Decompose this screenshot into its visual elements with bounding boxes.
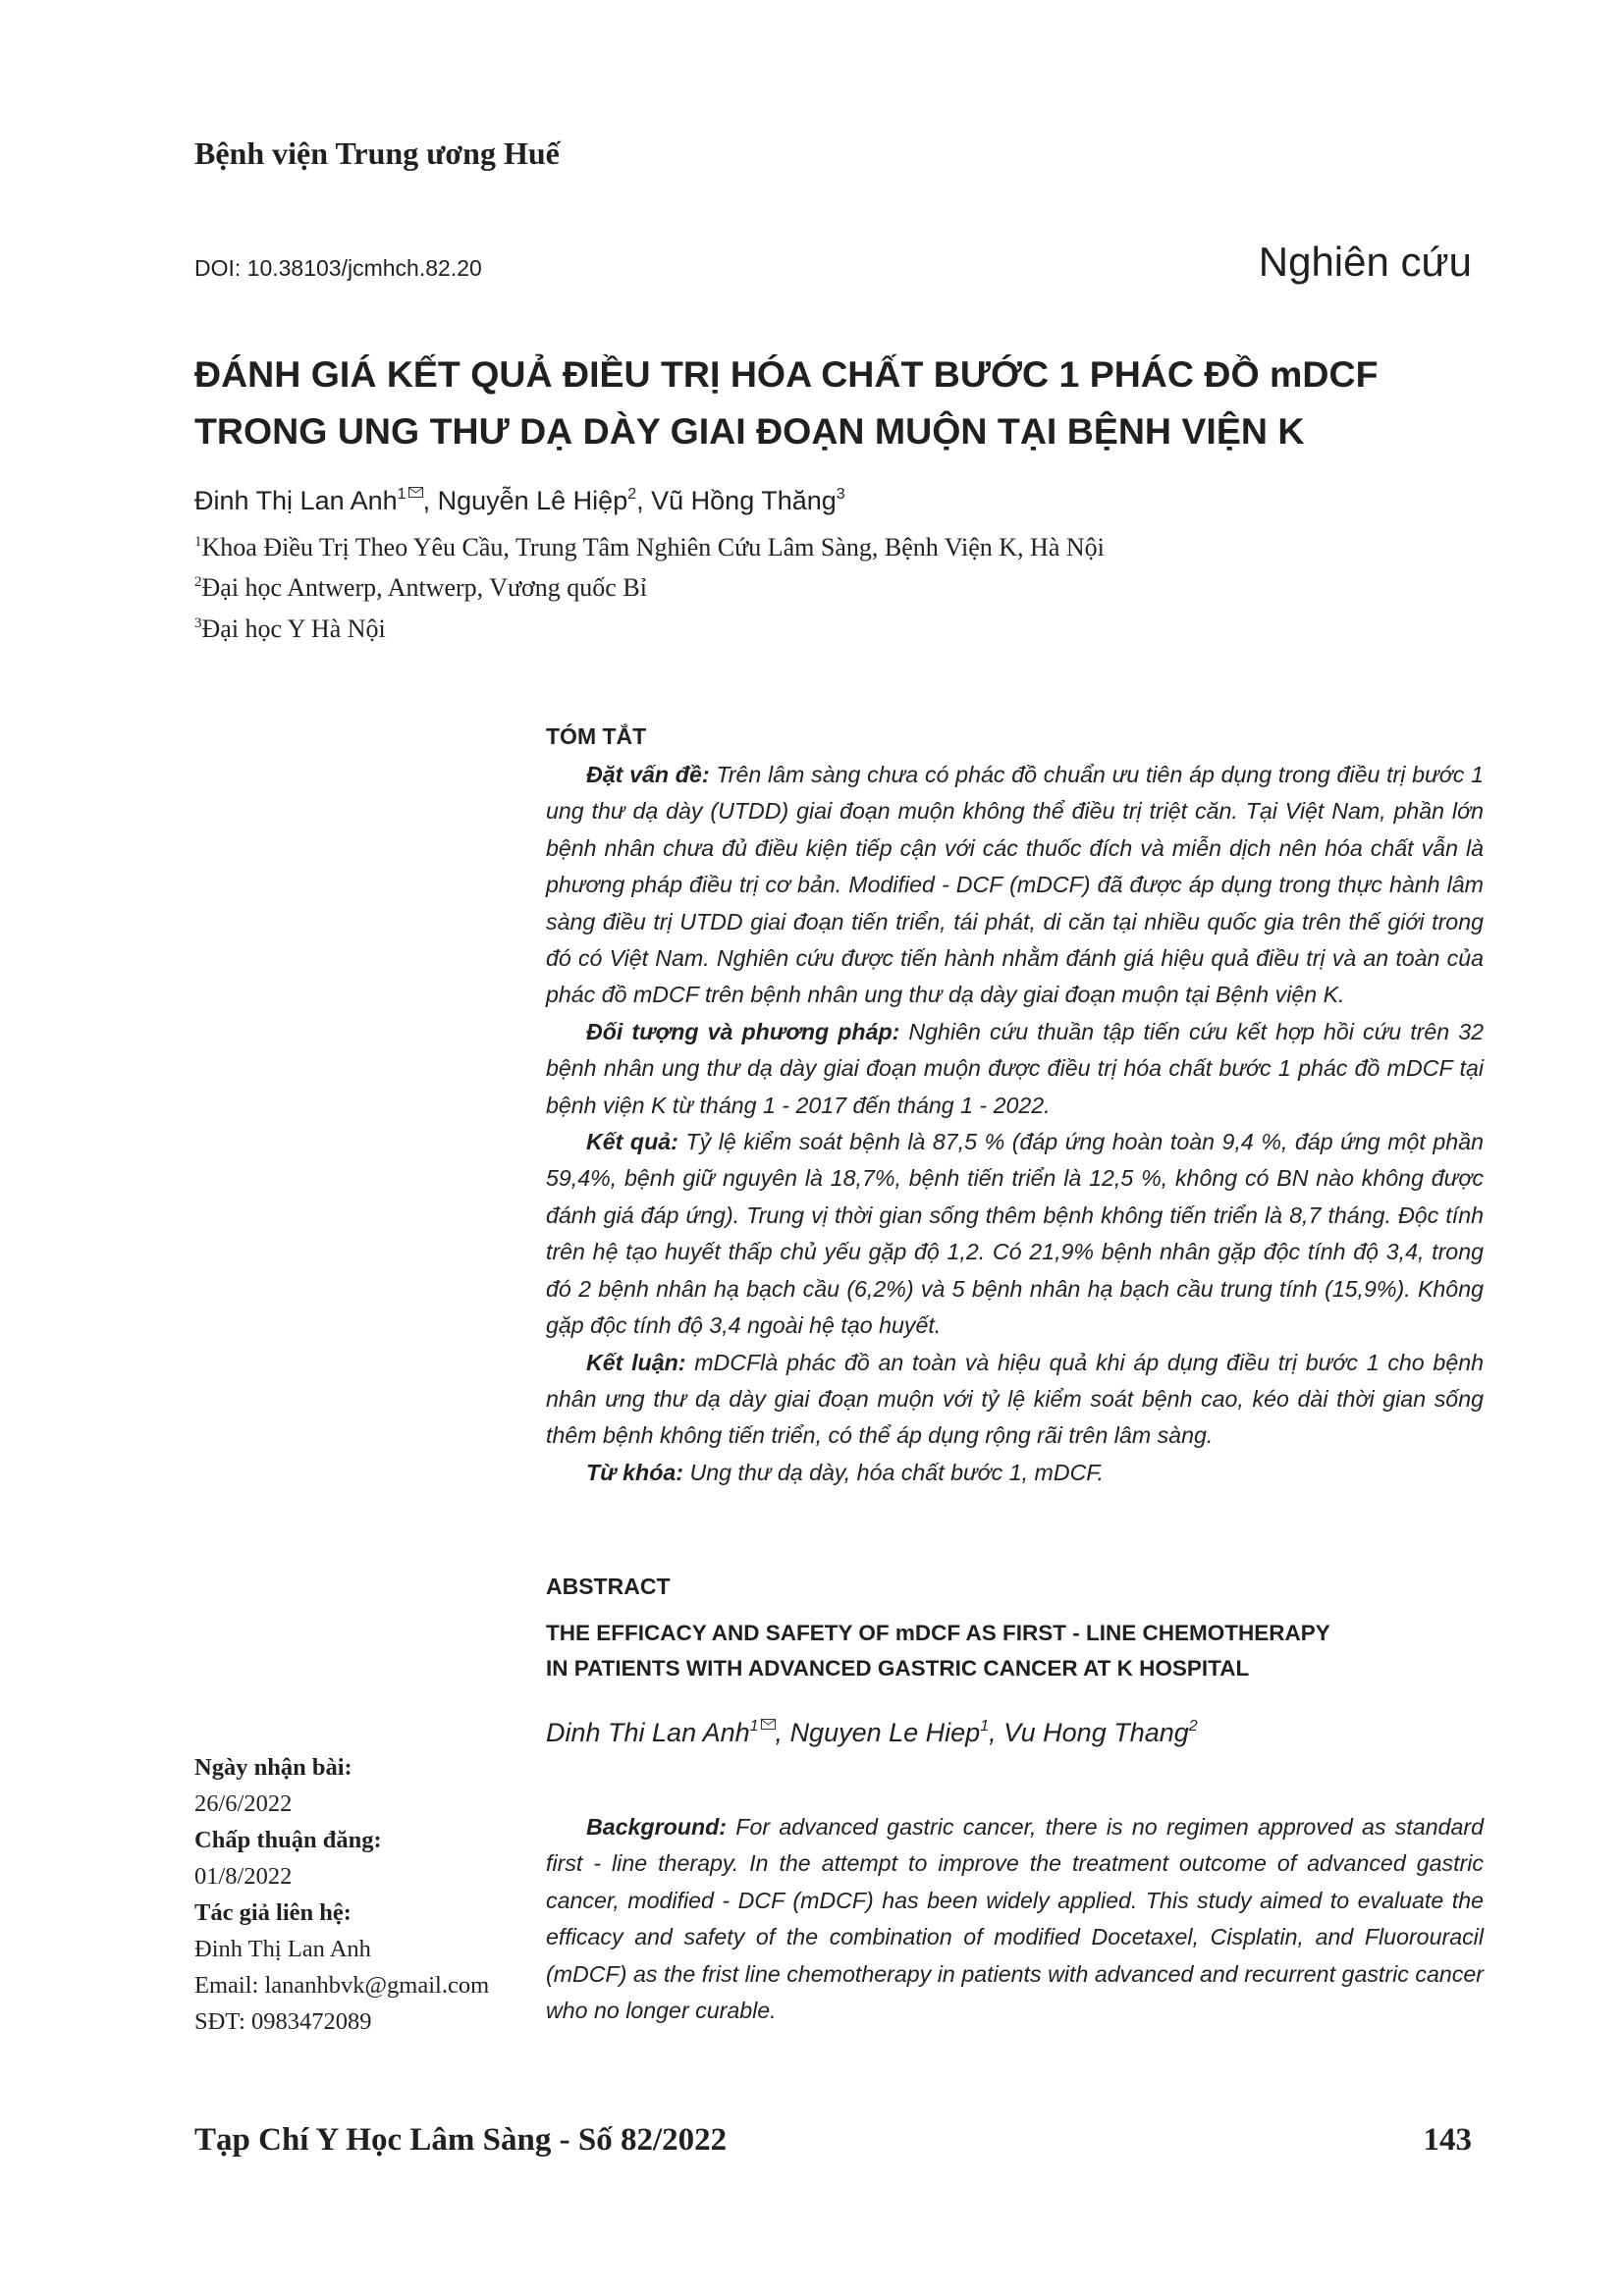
tomtat-paragraph: Kết luận: mDCFlà phác đồ an toàn và hiệu quả khi áp dụng điều trị bước 1 cho bệnh nhân ưng thư dạ dày giai đoạn muộn với tỷ lệ kiểm soát bệnh cao, kéo dài thời gian sống thêm bệnh không tiến triển, có thể áp dụng rộng rãi trên lâm sàng. [546,1349,1485,1449]
author-name: Vu Hong Thang [1003,1718,1189,1747]
tomtat-paragraph: Đặt vấn đề: Trên lâm sàng chưa có phác đồ chuẩn ưu tiên áp dụng trong điều trị bước 1 ung thư dạ dày (UTDD) giai đoạn muộn không thể điều trị triệt căn. Tại Việt Nam, phần lớn bệnh nhân chưa đủ điều kiện tiếp cận với các thuốc đích và miễn dịch nên hóa chất vẫn là phương pháp điều trị cơ bản. Modified - DCF (mDCF) đã được áp dụng trong thực hành lâm sàng điều trị UTDD giai đoạn tiến triển, tái phát, di căn tại nhiều quốc gia trên thế giới trong đó có Việt Nam. Nghiên cứu được tiến hành nhằm đánh giá hiệu quả điều trị và an toàn của phác đồ mDCF trên bệnh nhân ung thư dạ dày giai đoạn muộn tại Bệnh viện K. [546,762,1484,1008]
envelope-icon [408,487,423,498]
article-title [194,346,1490,459]
author-name: Nguyễn Lê Hiệp [437,486,628,515]
tomtat-paragraph: Đối tượng và phương pháp: Nghiên cứu thuần tập tiến cứu kết hợp hồi cứu trên 32 bệnh nhân ung thư dạ dày giai đoạn muộn được điều trị hóa chất bước 1 phác đồ mDCF tại bệnh viện K từ tháng 1 - 2017 đến tháng 1 - 2022. [546,1018,1484,1118]
english-author-list: Dinh Thi Lan Anh$^1$ , Nguyen Le Hiep$^1$, Vu Hong Thang$^2$ [546,1718,1198,1747]
author-affil-num: 2 [627,486,637,503]
tomtat-heading: TÓM TẮT [546,723,647,749]
author-affil-num: 1 [397,486,406,503]
affiliation: $^3$Đại học Y Hà Nội [194,614,386,643]
doi: DOI: 10.38103/jcmhch.82.20 [194,255,482,281]
received-date: 26/6/2022 [194,1790,293,1817]
envelope-icon [761,1719,776,1730]
tomtat-body [546,757,1484,1491]
author-affil-num: 3 [836,486,845,503]
tomtat-paragraph: Kết quả: Tỷ lệ kiểm soát bệnh là 87,5 % (đáp ứng hoàn toàn 9,4 %, đáp ứng một phần 59,4%, bệnh giữ nguyên là 18,7%, bệnh tiến triển là 12,5 %, không có BN nào không được đánh giá đáp ứng). Trung vị thời gian sống thêm bệnh không tiến triển là 8,7 tháng. Độc tính trên hệ tạo huyết thấp chủ yếu gặp độ 1,2. Có 21,9% bệnh nhân gặp độc tính độ 3,4, trong đó 2 bệnh nhân hạ bạch cầu (6,2%) và 5 bệnh nhân hạ bạch cầu trung tính (15,9%). Không gặp độc tính độ 3,4 ngoài hệ tạo huyết. [546,1129,1484,1339]
article-info-sidebar [194,1749,489,2040]
title-line-1: ĐÁNH GIÁ KẾT QUẢ ĐIỀU TRỊ HÓA CHẤT BƯỚC 1 PHÁC ĐỒ mDCF [194,353,1379,395]
page-number: 143 [1423,2122,1472,2158]
english-title: THE EFFICACY AND SAFETY OF mDCF AS FIRST - LINE CHEMOTHERAPY IN PATIENTS WITH ADVANCED GASTRIC CANCER AT K HOSPITAL [546,1621,1330,1681]
contact-phone: SĐT: 0983472089 [194,2008,372,2035]
author-name: Vũ Hồng Thăng [651,486,837,515]
abstract-body [546,1809,1484,2029]
received-label: Ngày nhận bài: [194,1754,352,1781]
accepted-label: Chấp thuận đăng: [194,1827,382,1853]
contact-label: Tác giả liên hệ: [194,1899,352,1926]
author-name: Dinh Thi Lan Anh [546,1718,750,1747]
contact-name: Đinh Thị Lan Anh [194,1936,371,1962]
abstract-heading: ABSTRACT [546,1574,671,1599]
article-category: Nghiên cứu [1258,239,1472,285]
running-header: Bệnh viện Trung ương Huế [194,135,560,171]
affiliation: $^1$Khoa Điều Trị Theo Yêu Cầu, Trung Tâm Nghiên Cứu Lâm Sàng, Bệnh Viện K, Hà Nội [194,533,1105,561]
author-list: Đinh Thị Lan Anh$^1$ , Nguyễn Lê Hiệp$^2$, Vũ Hồng Thăng$^3$ [194,486,845,515]
tomtat-keywords: Từ khóa: Ung thư dạ dày, hóa chất bước 1, mDCF. [586,1459,1104,1485]
abstract-paragraph: Background: For advanced gastric cancer, there is no regimen approved as standard first - line therapy. In the attempt to improve the treatment outcome of advanced gastric cancer, modified - DCF (mDCF) has been widely applied. This study aimed to evaluate the efficacy and safety of the combination of modified Docetaxel, Cisplatin, and Fluorouracil (mDCF) as the frist line chemotherapy in patients with advanced and recurrent gastric cancer who no longer curable. [546,1814,1484,2024]
accepted-date: 01/8/2022 [194,1863,293,1890]
author-name: Nguyen Le Hiep [789,1718,981,1747]
author-name: Đinh Thị Lan Anh [194,486,398,515]
title-line-2: TRONG UNG THƯ DẠ DÀY GIAI ĐOẠN MUỘN TẠI BỆNH VIỆN K [194,410,1305,452]
contact-email: Email: lananhbvk@gmail.com [194,1972,490,1999]
journal-footer: Tạp Chí Y Học Lâm Sàng - Số 82/2022 [194,2122,728,2158]
affiliation: $^2$Đại học Antwerp, Antwerp, Vương quốc Bỉ [194,573,647,602]
